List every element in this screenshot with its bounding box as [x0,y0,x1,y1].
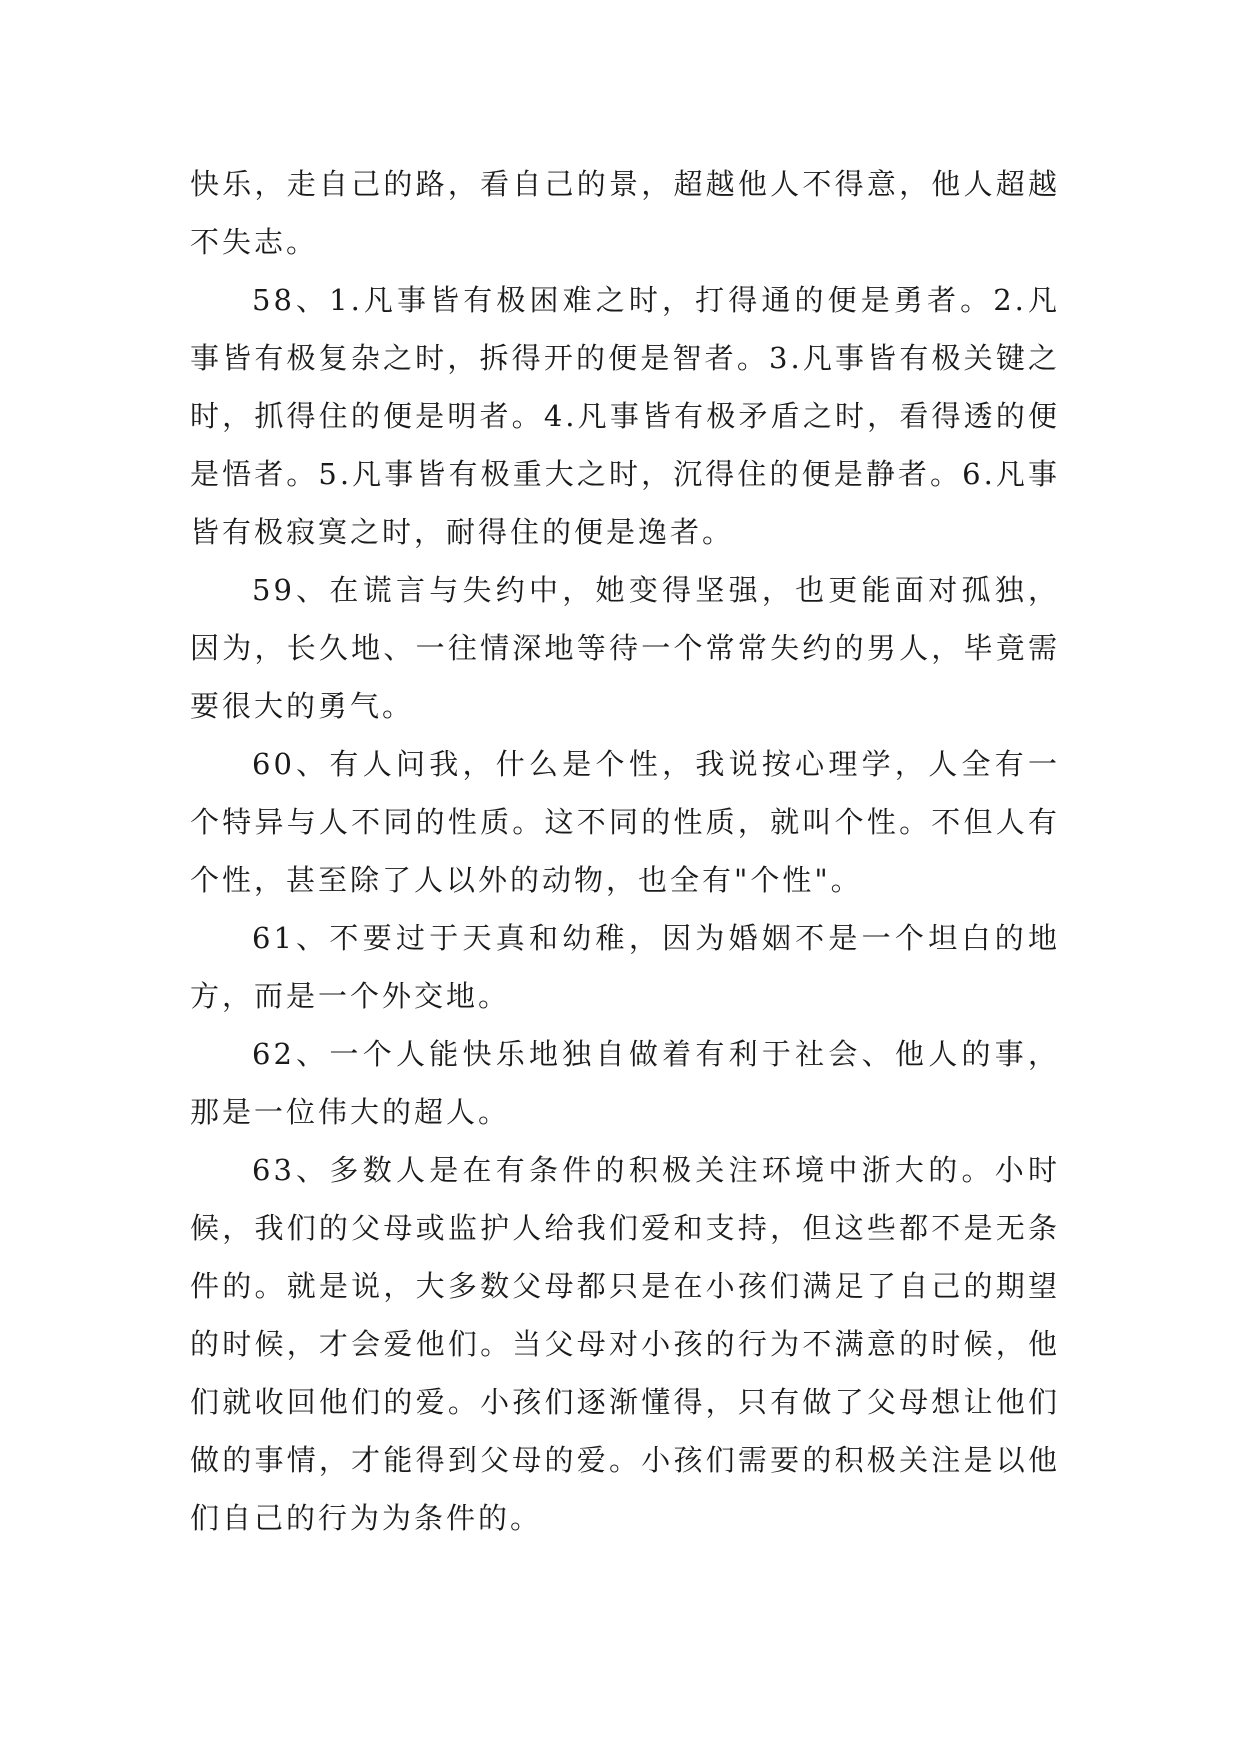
paragraph-58: 58、1.凡事皆有极困难之时，打得通的便是勇者。2.凡事皆有极复杂之时，拆得开的便是智者。3.凡事皆有极关键之时，抓得住的便是明者。4.凡事皆有极矛盾之时，看得透的便是悟者。5.凡事皆有极重大之时，沉得住的便是静者。6.凡事皆有极寂寞之时，耐得住的便是逸者。 [190,283,1060,549]
paragraph-60: 60、有人问我，什么是个性，我说按心理学，人全有一个特异与人不同的性质。这不同的性质，就叫个性。不但人有个性，甚至除了人以外的动物，也全有"个性"。 [190,747,1060,897]
paragraph-59: 59、在谎言与失约中，她变得坚强，也更能面对孤独，因为，长久地、一往情深地等待一个常常失约的男人，毕竟需要很大的勇气。 [190,573,1060,723]
paragraph-63: 63、多数人是在有条件的积极关注环境中浙大的。小时候，我们的父母或监护人给我们爱和支持，但这些都不是无条件的。就是说，大多数父母都只是在小孩们满足了自己的期望的时候，才会爱他们。当父母对小孩的行为不满意的时候，他们就收回他们的爱。小孩们逐渐懂得，只有做了父母想让他们做的事情，才能得到父母的爱。小孩们需要的积极关注是以他们自己的行为为条件的。 [190,1153,1060,1535]
paragraph-continuation: 快乐，走自己的路，看自己的景，超越他人不得意，他人超越不失志。 [190,167,1060,259]
paragraph-62: 62、一个人能快乐地独自做着有利于社会、他人的事，那是一位伟大的超人。 [190,1037,1060,1129]
document-body [190,155,1060,1547]
paragraph-61: 61、不要过于天真和幼稚，因为婚姻不是一个坦白的地方，而是一个外交地。 [190,921,1060,1013]
